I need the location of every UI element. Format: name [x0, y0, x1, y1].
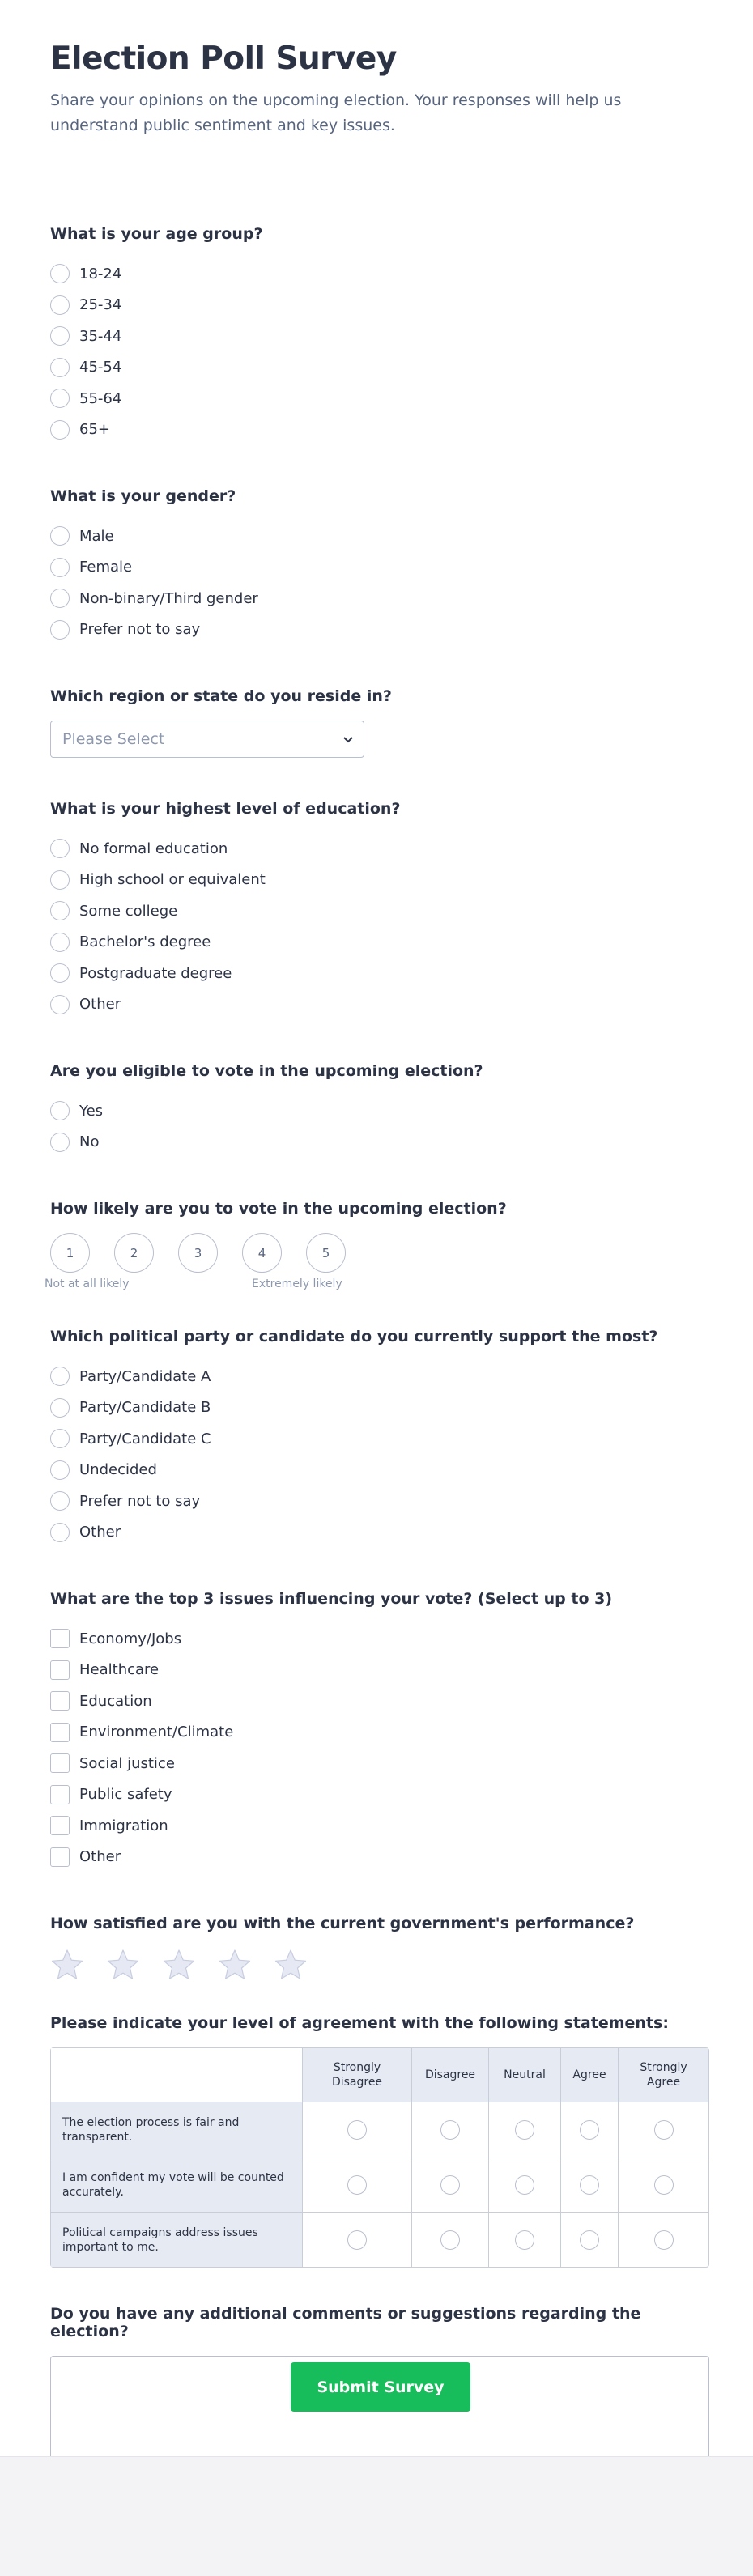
region-select-placeholder: Please Select	[62, 730, 165, 748]
option-label: Party/Candidate C	[79, 1430, 211, 1447]
matrix-column-header: Neutral	[489, 2048, 561, 2102]
radio-button[interactable]	[50, 589, 70, 608]
matrix-cell	[561, 2213, 619, 2267]
question-gender	[50, 487, 703, 645]
matrix-cell	[489, 2157, 561, 2213]
scale-option[interactable]: 1	[50, 1233, 90, 1273]
radio-option[interactable]	[50, 258, 703, 290]
radio-option[interactable]	[50, 958, 703, 989]
checkbox-option[interactable]	[50, 1748, 703, 1779]
matrix-radio-button[interactable]	[347, 2120, 367, 2140]
question-likely	[45, 1200, 703, 1297]
scale-option[interactable]: 3	[178, 1233, 218, 1273]
radio-button[interactable]	[50, 1367, 70, 1386]
option-label: 35-44	[79, 327, 122, 345]
option-label: No formal education	[79, 840, 228, 857]
radio-button[interactable]	[50, 1101, 70, 1120]
scale-option[interactable]: 5	[306, 1233, 346, 1273]
matrix-row-label: I am confident my vote will be counted accurately.	[51, 2157, 303, 2213]
radio-button[interactable]	[50, 420, 70, 440]
matrix-column-header: Strongly Agree	[619, 2048, 708, 2102]
matrix-corner	[51, 2048, 303, 2102]
scale-max-label: Extremely likely	[252, 1277, 342, 1290]
question-age	[50, 225, 703, 445]
radio-button[interactable]	[50, 620, 70, 640]
radio-option[interactable]	[50, 1455, 703, 1486]
radio-button[interactable]	[50, 389, 70, 408]
checkbox[interactable]	[50, 1753, 70, 1773]
option-label: Female	[79, 559, 133, 576]
form-content	[0, 225, 753, 2519]
matrix-radio-button[interactable]	[440, 2230, 460, 2250]
radio-button[interactable]	[50, 558, 70, 577]
matrix-radio-button[interactable]	[580, 2230, 599, 2250]
matrix-cell	[412, 2213, 489, 2267]
checkbox-option[interactable]	[50, 1623, 703, 1655]
radio-button[interactable]	[50, 326, 70, 346]
question-label: Which political party or candidate do you currently support the most?	[50, 1328, 658, 1345]
question-eligible	[50, 1062, 703, 1158]
radio-option[interactable]	[50, 1127, 703, 1158]
page-title: Election Poll Survey	[50, 40, 397, 77]
scale-min-label: Not at all likely	[45, 1277, 130, 1290]
matrix-radio-button[interactable]	[580, 2120, 599, 2140]
question-label: What are the top 3 issues influencing your vote? (Select up to 3)	[50, 1590, 613, 1608]
radio-button[interactable]	[50, 963, 70, 983]
matrix-cell	[561, 2102, 619, 2157]
option-label: Non-binary/Third gender	[79, 589, 258, 607]
option-label: Other	[79, 1524, 121, 1541]
radio-button[interactable]	[50, 358, 70, 377]
matrix-row-label: Political campaigns address issues important to me.	[51, 2213, 303, 2267]
radio-option[interactable]	[50, 290, 703, 321]
matrix-cell	[412, 2157, 489, 2213]
question-label: How satisfied are you with the current government's performance?	[50, 1915, 635, 1932]
option-label: Immigration	[79, 1817, 168, 1834]
radio-group-party	[50, 1361, 703, 1548]
radio-button[interactable]	[50, 1398, 70, 1418]
radio-button[interactable]	[50, 1491, 70, 1511]
question-agreement	[50, 2014, 703, 2268]
matrix-column-header: Agree	[561, 2048, 619, 2102]
radio-button[interactable]	[50, 1460, 70, 1480]
question-label: Which region or state do you reside in?	[50, 687, 392, 705]
radio-button[interactable]	[50, 839, 70, 858]
matrix-radio-button[interactable]	[515, 2175, 534, 2195]
radio-group-education	[50, 833, 703, 1020]
option-label: Prefer not to say	[79, 621, 201, 639]
option-label: 18-24	[79, 265, 122, 283]
radio-button[interactable]	[50, 1523, 70, 1542]
question-label: What is your highest level of education?	[50, 800, 401, 818]
radio-button[interactable]	[50, 901, 70, 920]
option-label: Environment/Climate	[79, 1724, 234, 1741]
chevron-down-icon	[342, 732, 354, 747]
question-label: Please indicate your level of agreement with the following statements:	[50, 2014, 669, 2032]
matrix-cell	[303, 2157, 412, 2213]
radio-option[interactable]	[50, 1486, 703, 1517]
checkbox[interactable]	[50, 1785, 70, 1804]
checkbox-option[interactable]	[50, 1717, 703, 1749]
option-label: Yes	[79, 1102, 104, 1120]
checkbox[interactable]	[50, 1660, 70, 1680]
agreement-matrix	[50, 2047, 709, 2268]
radio-option[interactable]	[50, 383, 703, 414]
question-label: Do you have any additional comments or suggestions regarding the election?	[50, 2305, 641, 2340]
radio-button[interactable]	[50, 1429, 70, 1448]
matrix-cell	[489, 2102, 561, 2157]
matrix-column-header: Strongly Disagree	[303, 2048, 412, 2102]
matrix-cell	[619, 2157, 708, 2213]
checkbox-option[interactable]	[50, 1655, 703, 1686]
option-label: Postgraduate degree	[79, 964, 232, 982]
star-rating	[50, 1948, 703, 1982]
matrix-row	[51, 2102, 708, 2157]
radio-option[interactable]	[50, 1392, 703, 1424]
matrix-radio-button[interactable]	[654, 2230, 674, 2250]
matrix-radio-button[interactable]	[654, 2120, 674, 2140]
radio-option[interactable]	[50, 1095, 703, 1127]
radio-button[interactable]	[50, 295, 70, 315]
option-label: Party/Candidate B	[79, 1399, 211, 1417]
matrix-radio-button[interactable]	[580, 2175, 599, 2195]
checkbox-group-issues	[50, 1623, 703, 1872]
question-region	[50, 687, 703, 758]
matrix-row-label: The election process is fair and transparent.	[51, 2102, 303, 2157]
radio-option[interactable]	[50, 552, 703, 584]
scale-option[interactable]: 4	[242, 1233, 282, 1273]
checkbox-option[interactable]	[50, 1685, 703, 1717]
matrix-cell	[561, 2157, 619, 2213]
option-label: Economy/Jobs	[79, 1630, 182, 1647]
matrix-radio-button[interactable]	[654, 2175, 674, 2195]
likelihood-scale	[50, 1233, 703, 1273]
question-party	[50, 1328, 703, 1548]
question-label: What is your gender?	[50, 487, 236, 505]
matrix-cell	[619, 2102, 708, 2157]
scale-option[interactable]: 2	[114, 1233, 154, 1273]
radio-option[interactable]	[50, 989, 703, 1021]
radio-option[interactable]	[50, 414, 703, 446]
radio-button[interactable]	[50, 1133, 70, 1152]
star-icon[interactable]	[274, 1948, 308, 1982]
radio-group-age	[50, 258, 703, 445]
matrix-cell	[489, 2213, 561, 2267]
matrix-column-header: Disagree	[412, 2048, 489, 2102]
matrix-cell	[619, 2213, 708, 2267]
checkbox[interactable]	[50, 1816, 70, 1835]
checkbox[interactable]	[50, 1723, 70, 1742]
radio-option[interactable]	[50, 1361, 703, 1392]
option-label: Party/Candidate A	[79, 1367, 211, 1385]
question-satisfaction	[50, 1915, 703, 1982]
question-issues	[50, 1590, 703, 1872]
option-label: Education	[79, 1692, 152, 1710]
question-label: Are you eligible to vote in the upcoming election?	[50, 1062, 483, 1080]
region-select[interactable]	[50, 721, 364, 758]
option-label: Public safety	[79, 1786, 172, 1804]
radio-option[interactable]	[50, 583, 703, 614]
checkbox-option[interactable]	[50, 1779, 703, 1811]
star-icon[interactable]	[106, 1948, 140, 1982]
submit-button[interactable]: Submit Survey	[291, 2362, 470, 2412]
option-label: Healthcare	[79, 1661, 160, 1679]
matrix-radio-button[interactable]	[347, 2230, 367, 2250]
page-description: Share your opinions on the upcoming election. Your responses will help us understand public sentiment and key issues.	[50, 91, 622, 134]
radio-option[interactable]	[50, 1423, 703, 1455]
matrix-radio-button[interactable]	[440, 2120, 460, 2140]
matrix-row	[51, 2157, 708, 2213]
radio-option[interactable]	[50, 614, 703, 646]
radio-option[interactable]	[50, 895, 703, 927]
option-label: No	[79, 1133, 100, 1151]
radio-option[interactable]	[50, 321, 703, 352]
form-footer	[0, 2456, 753, 2576]
matrix-radio-button[interactable]	[515, 2120, 534, 2140]
checkbox-option[interactable]	[50, 1810, 703, 1842]
question-label: What is your age group?	[50, 225, 263, 243]
option-label: Other	[79, 996, 121, 1014]
matrix-radio-button[interactable]	[515, 2230, 534, 2250]
option-label: 45-54	[79, 359, 122, 376]
option-label: 55-64	[79, 389, 122, 407]
radio-group-gender	[50, 521, 703, 645]
radio-option[interactable]	[50, 1517, 703, 1549]
radio-button[interactable]	[50, 870, 70, 890]
option-label: Bachelor's degree	[79, 933, 211, 951]
radio-button[interactable]	[50, 526, 70, 546]
matrix-header-row	[51, 2048, 708, 2102]
radio-button[interactable]	[50, 264, 70, 283]
radio-option[interactable]	[50, 865, 703, 896]
radio-option[interactable]	[50, 927, 703, 959]
option-label: 25-34	[79, 296, 122, 314]
checkbox[interactable]	[50, 1847, 70, 1867]
option-label: Prefer not to say	[79, 1492, 201, 1510]
form-header	[0, 0, 753, 181]
radio-option[interactable]	[50, 352, 703, 384]
question-education	[50, 800, 703, 1020]
checkbox[interactable]	[50, 1691, 70, 1711]
option-label: Undecided	[79, 1461, 157, 1479]
option-label: High school or equivalent	[79, 871, 266, 889]
option-label: Social justice	[79, 1754, 175, 1772]
option-label: Male	[79, 527, 114, 545]
matrix-cell	[412, 2102, 489, 2157]
matrix-row	[51, 2213, 708, 2267]
option-label: Other	[79, 1848, 121, 1866]
star-icon[interactable]	[218, 1948, 252, 1982]
checkbox-option[interactable]	[50, 1842, 703, 1873]
option-label: 65+	[79, 421, 110, 439]
matrix-cell	[303, 2102, 412, 2157]
matrix-radio-button[interactable]	[440, 2175, 460, 2195]
scale-labels	[45, 1277, 703, 1297]
checkbox[interactable]	[50, 1629, 70, 1648]
radio-option[interactable]	[50, 833, 703, 865]
star-icon[interactable]	[50, 1948, 84, 1982]
radio-group-eligible	[50, 1095, 703, 1158]
matrix-radio-button[interactable]	[347, 2175, 367, 2195]
star-icon[interactable]	[162, 1948, 196, 1982]
radio-button[interactable]	[50, 933, 70, 952]
question-label: How likely are you to vote in the upcoming election?	[50, 1200, 507, 1218]
radio-button[interactable]	[50, 995, 70, 1014]
radio-option[interactable]	[50, 521, 703, 552]
matrix-cell	[303, 2213, 412, 2267]
option-label: Some college	[79, 902, 178, 920]
